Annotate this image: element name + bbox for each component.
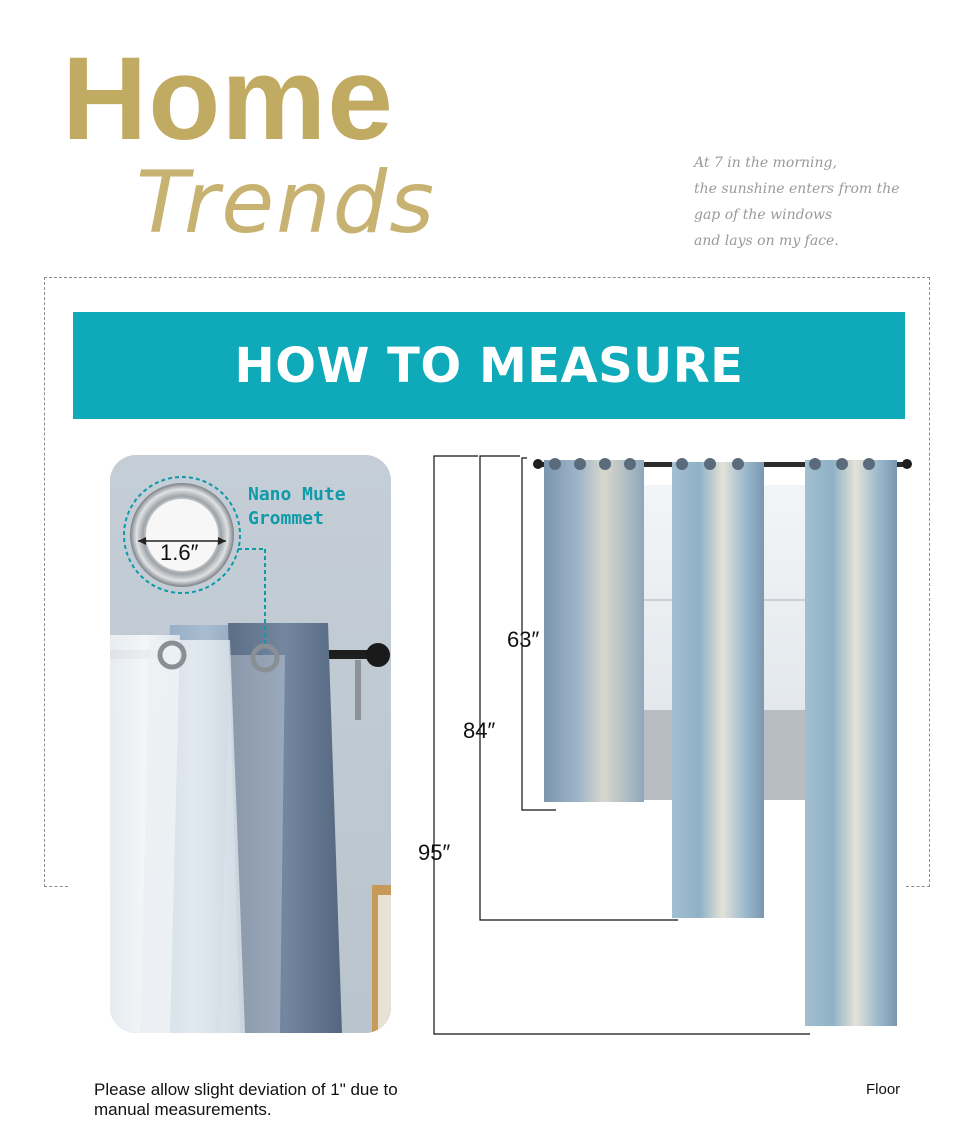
dimension-95-label: 95″ xyxy=(418,840,451,865)
dashed-frame-bottom-left xyxy=(44,886,68,887)
brand-trends-text: Trends xyxy=(136,153,437,253)
measurement-diagram xyxy=(420,440,940,1050)
poem-text: At 7 in the morning, the sunshine enters from the gap of the windows and lays on my face. xyxy=(694,155,900,249)
dimension-63-label: 63″ xyxy=(507,627,540,652)
curtain-closeup-illustration xyxy=(110,455,391,1033)
grommet-size-label: 1.6″ xyxy=(160,540,199,565)
deviation-note: Please allow slight deviation of 1" due to manual measurements. xyxy=(94,1080,398,1119)
brand-home-text: Home xyxy=(62,33,394,165)
floor-label: Floor xyxy=(866,1081,901,1098)
dashed-frame-left xyxy=(44,277,45,887)
dashed-frame-top xyxy=(44,277,930,278)
nano-mute-grommet-label: Nano Mute Grommet xyxy=(248,484,346,529)
curtain-lengths-illustration xyxy=(420,440,940,1050)
banner-title: HOW TO MEASURE xyxy=(234,337,744,394)
grommet-closeup-photo xyxy=(110,455,391,1033)
dimension-84-label: 84″ xyxy=(463,718,496,743)
how-to-measure-banner xyxy=(73,312,905,419)
